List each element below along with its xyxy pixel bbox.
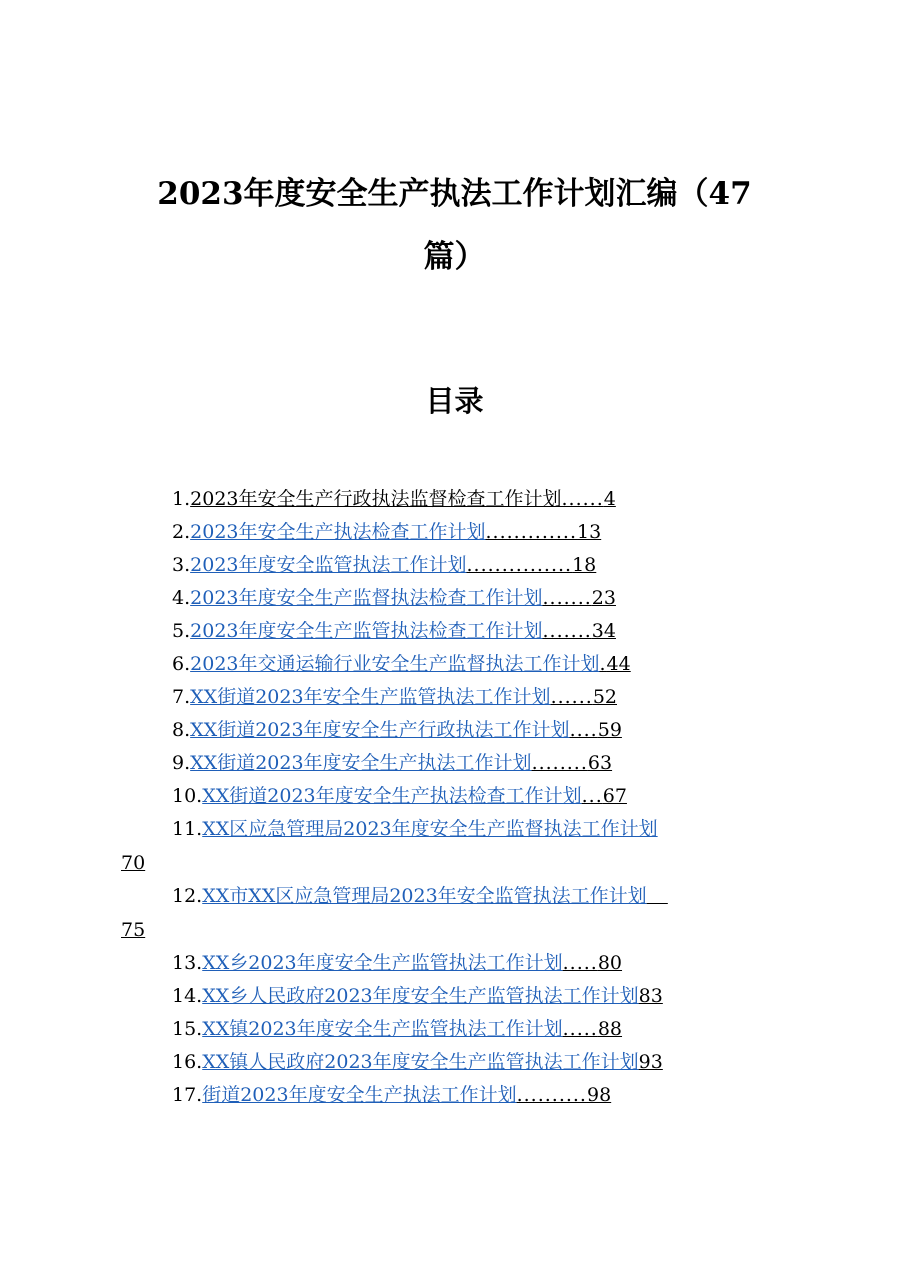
toc-entry-dots: ............... (466, 554, 573, 576)
toc-entry-10[interactable] (172, 783, 627, 809)
toc-entry-dots: .......... (516, 1084, 587, 1106)
toc-entry-number: 14. (172, 985, 203, 1007)
toc-entry-number: 15. (172, 1018, 203, 1040)
toc-entry-number: 4. (172, 587, 191, 609)
toc-entry-5[interactable] (172, 618, 616, 644)
toc-entry-3[interactable] (172, 552, 596, 578)
toc-entry-page: 34 (591, 620, 616, 642)
toc-entry-link[interactable]: XX区应急管理局2023年度安全生产监督执法工作计划 (202, 818, 658, 840)
toc-entry-6[interactable] (172, 651, 631, 677)
toc-entry-number: 5. (172, 620, 191, 642)
toc-entry-page: 52 (592, 686, 617, 708)
toc-entry-number: 10. (172, 785, 203, 807)
toc-entry-page: 83 (638, 985, 663, 1007)
toc-entry-number: 7. (172, 686, 191, 708)
toc-entry-link[interactable]: 街道2023年度安全生产执法工作计划 (202, 1084, 517, 1106)
toc-entry-page: 93 (638, 1051, 663, 1073)
toc-entry-number: 3. (172, 554, 191, 576)
toc-entry-17[interactable] (172, 1082, 611, 1108)
toc-entry-page: 13 (577, 521, 602, 543)
document-title-line1: 2023年度安全生产执法工作计划汇编（47 (157, 176, 752, 212)
toc-entry-number: 2. (172, 521, 191, 543)
toc-entry-page: 59 (597, 719, 622, 741)
toc-entry-number: 6. (172, 653, 191, 675)
toc-entry-link[interactable]: 2023年安全生产执法检查工作计划 (190, 521, 486, 543)
toc-entry-11-page (121, 850, 145, 876)
toc-entry-link[interactable]: XX街道2023年安全生产监管执法工作计划 (190, 686, 551, 708)
toc-entry-link[interactable]: 2023年交通运输行业安全生产监督执法工作计划 (190, 653, 600, 675)
toc-entry-page: 18 (572, 554, 597, 576)
toc-entry-13[interactable] (172, 950, 622, 976)
toc-entry-page: 70 (121, 852, 146, 874)
toc-entry-number: 11. (172, 818, 203, 840)
toc-entry-dots: ....... (542, 620, 592, 642)
toc-entry-number: 12. (172, 885, 203, 907)
toc-entry-link[interactable]: XX乡人民政府2023年度安全生产监管执法工作计划 (202, 985, 639, 1007)
toc-entry-dots: ....... (542, 587, 592, 609)
toc-entry-link[interactable]: XX市XX区应急管理局2023年安全监管执法工作计划 (202, 885, 647, 907)
toc-entry-page: 63 (587, 752, 613, 774)
toc-entry-page: 44 (606, 653, 631, 675)
toc-entry-dots: ...... (561, 488, 604, 510)
toc-entry-number: 9. (172, 752, 191, 774)
toc-entry-number: 16. (172, 1051, 203, 1073)
toc-entry-7[interactable] (172, 684, 617, 710)
toc-entry-11[interactable] (172, 816, 658, 842)
toc-entry-dots: ........ (531, 752, 588, 774)
toc-entry-page: 23 (591, 587, 616, 609)
toc-entry-link[interactable]: 2023年安全生产行政执法监督检查工作计划 (190, 488, 562, 510)
toc-entry-link[interactable]: XX镇2023年度安全生产监管执法工作计划 (202, 1018, 563, 1040)
toc-entry-1[interactable] (172, 486, 616, 512)
toc-entry-number: 13. (172, 952, 203, 974)
toc-entry-8[interactable] (172, 717, 622, 743)
toc-entry-page: 88 (597, 1018, 623, 1040)
toc-entry-page: 4 (603, 488, 616, 510)
toc-entry-dots: ............. (485, 521, 578, 543)
toc-entry-16[interactable] (172, 1049, 663, 1075)
toc-entry-link[interactable]: XX街道2023年度安全生产执法检查工作计划 (202, 785, 582, 807)
toc-heading: 目录 (425, 384, 484, 418)
toc-entry-link[interactable]: 2023年度安全监管执法工作计划 (190, 554, 467, 576)
toc-entry-number: 1. (172, 488, 191, 510)
toc-entry-page: 80 (597, 952, 623, 974)
toc-entry-9[interactable] (172, 750, 612, 776)
toc-entry-4[interactable] (172, 585, 616, 611)
toc-entry-page: 98 (586, 1084, 612, 1106)
toc-entry-page: 67 (602, 785, 627, 807)
toc-entry-14[interactable] (172, 983, 663, 1009)
toc-entry-link[interactable]: XX镇人民政府2023年度安全生产监管执法工作计划 (202, 1051, 639, 1073)
toc-entry-link[interactable]: 2023年度安全生产监督执法检查工作计划 (190, 587, 543, 609)
toc-entry-12[interactable] (172, 883, 668, 909)
toc-entry-dots: .... (569, 719, 598, 741)
toc-entry-number: 17. (172, 1084, 203, 1106)
toc-entry-dots: ... (581, 785, 603, 807)
toc-entry-15[interactable] (172, 1016, 622, 1042)
toc-entry-dots: ...... (550, 686, 593, 708)
toc-entry-2[interactable] (172, 519, 601, 545)
toc-entry-number: 8. (172, 719, 191, 741)
toc-entry-dots: . (599, 653, 607, 675)
toc-entry-dots: ..... (562, 952, 598, 974)
toc-entry-link[interactable]: XX街道2023年度安全生产执法工作计划 (190, 752, 532, 774)
toc-entry-link[interactable]: XX街道2023年度安全生产行政执法工作计划 (190, 719, 570, 741)
toc-entry-link[interactable]: XX乡2023年度安全生产监管执法工作计划 (202, 952, 563, 974)
toc-entry-dots: ..... (562, 1018, 598, 1040)
toc-entry-12-page (121, 917, 145, 943)
document-title-line2: 篇） (423, 239, 486, 275)
toc-entry-page: 75 (121, 919, 146, 941)
toc-entry-link[interactable]: 2023年度安全生产监管执法检查工作计划 (190, 620, 543, 642)
